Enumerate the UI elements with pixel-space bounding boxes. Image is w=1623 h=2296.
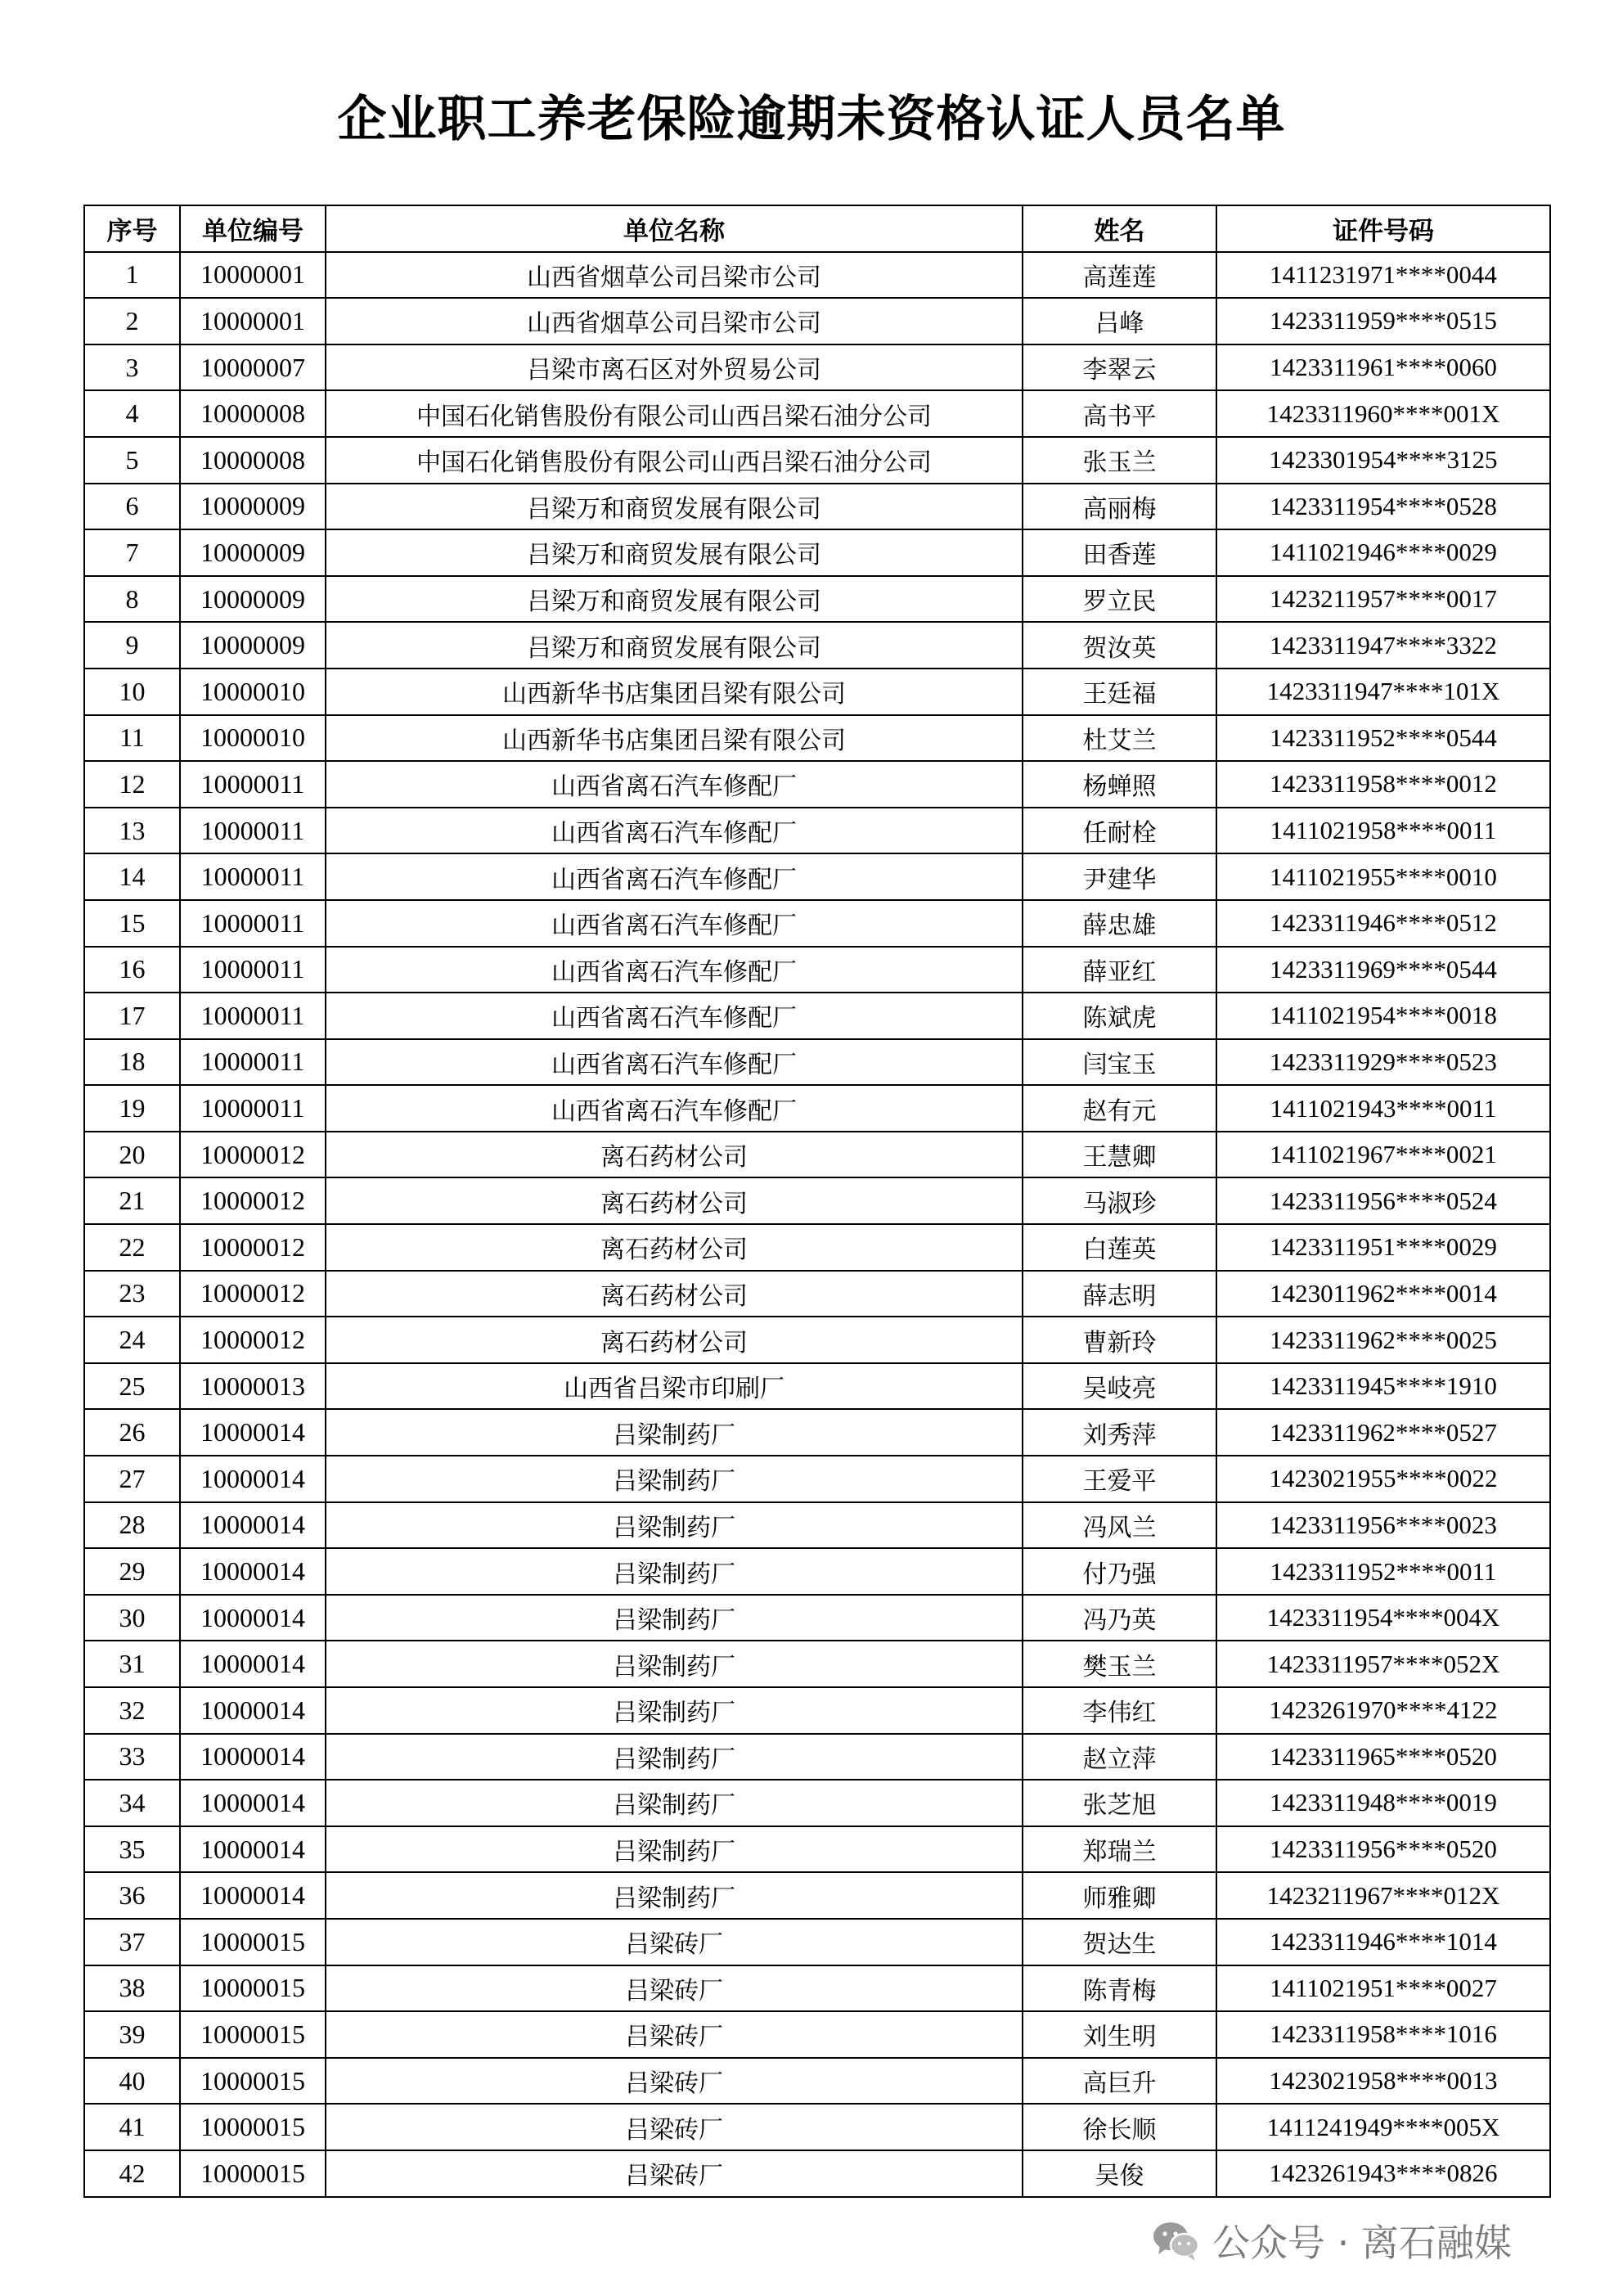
id-number-cell: 1423311954****0528 bbox=[1216, 484, 1550, 530]
unit-code-cell: 10000015 bbox=[180, 2104, 326, 2150]
person-name-cell: 田香莲 bbox=[1023, 529, 1216, 576]
id-number-cell: 1423311965****0520 bbox=[1216, 1734, 1550, 1781]
table-row bbox=[84, 1919, 1550, 1965]
table-row bbox=[84, 1595, 1550, 1641]
seq-cell: 20 bbox=[84, 1132, 180, 1178]
table-row bbox=[84, 808, 1550, 854]
unit-code-cell: 10000011 bbox=[180, 1085, 326, 1132]
person-name-cell: 薛忠雄 bbox=[1023, 900, 1216, 947]
person-name-cell: 付乃强 bbox=[1023, 1548, 1216, 1595]
person-name-cell: 杜艾兰 bbox=[1023, 715, 1216, 762]
seq-cell: 35 bbox=[84, 1826, 180, 1873]
seq-cell: 2 bbox=[84, 298, 180, 344]
unit-code-cell: 10000010 bbox=[180, 715, 326, 762]
person-name-cell: 冯风兰 bbox=[1023, 1502, 1216, 1549]
table-row bbox=[84, 761, 1550, 808]
unit-name-cell: 吕梁制药厂 bbox=[326, 1872, 1023, 1919]
person-name-cell: 赵有元 bbox=[1023, 1085, 1216, 1132]
unit-code-cell: 10000014 bbox=[180, 1456, 326, 1502]
unit-code-cell: 10000014 bbox=[180, 1641, 326, 1687]
seq-cell: 29 bbox=[84, 1548, 180, 1595]
person-name-cell: 尹建华 bbox=[1023, 853, 1216, 900]
unit-code-cell: 10000015 bbox=[180, 2011, 326, 2058]
id-number-cell: 1411241949****005X bbox=[1216, 2104, 1550, 2150]
person-name-cell: 高巨升 bbox=[1023, 2058, 1216, 2105]
table-row bbox=[84, 2011, 1550, 2058]
id-number-cell: 1411021946****0029 bbox=[1216, 529, 1550, 576]
seq-cell: 6 bbox=[84, 484, 180, 530]
table-row bbox=[84, 1271, 1550, 1317]
unit-code-cell: 10000014 bbox=[180, 1734, 326, 1781]
person-name-cell: 杨蝉照 bbox=[1023, 761, 1216, 808]
seq-cell: 14 bbox=[84, 853, 180, 900]
seq-cell: 24 bbox=[84, 1317, 180, 1363]
header-seq: 序号 bbox=[84, 205, 180, 252]
person-name-cell: 白莲英 bbox=[1023, 1224, 1216, 1271]
seq-cell: 38 bbox=[84, 1965, 180, 2012]
seq-cell: 11 bbox=[84, 715, 180, 762]
person-name-cell: 赵立萍 bbox=[1023, 1734, 1216, 1781]
id-number-cell: 1423311962****0025 bbox=[1216, 1317, 1550, 1363]
unit-code-cell: 10000014 bbox=[180, 1687, 326, 1734]
person-name-cell: 吕峰 bbox=[1023, 298, 1216, 344]
person-name-cell: 樊玉兰 bbox=[1023, 1641, 1216, 1687]
seq-cell: 23 bbox=[84, 1271, 180, 1317]
table-row bbox=[84, 1409, 1550, 1456]
unit-code-cell: 10000009 bbox=[180, 529, 326, 576]
person-name-cell: 贺汝英 bbox=[1023, 622, 1216, 669]
table-row bbox=[84, 715, 1550, 762]
unit-code-cell: 10000015 bbox=[180, 1919, 326, 1965]
unit-name-cell: 离石药材公司 bbox=[326, 1132, 1023, 1178]
table-row bbox=[84, 669, 1550, 715]
roster-table bbox=[83, 205, 1551, 2198]
header-unit-name: 单位名称 bbox=[326, 205, 1023, 252]
person-name-cell: 张芝旭 bbox=[1023, 1780, 1216, 1826]
id-number-cell: 1423311956****0023 bbox=[1216, 1502, 1550, 1549]
id-number-cell: 1423311956****0524 bbox=[1216, 1177, 1550, 1224]
person-name-cell: 刘生明 bbox=[1023, 2011, 1216, 2058]
unit-name-cell: 吕梁制药厂 bbox=[326, 1780, 1023, 1826]
table-row bbox=[84, 947, 1550, 993]
unit-name-cell: 吕梁万和商贸发展有限公司 bbox=[326, 576, 1023, 623]
id-number-cell: 1423311959****0515 bbox=[1216, 298, 1550, 344]
id-number-cell: 1411021954****0018 bbox=[1216, 993, 1550, 1039]
seq-cell: 21 bbox=[84, 1177, 180, 1224]
seq-cell: 33 bbox=[84, 1734, 180, 1781]
person-name-cell: 王慧卿 bbox=[1023, 1132, 1216, 1178]
table-row bbox=[84, 1132, 1550, 1178]
person-name-cell: 李伟红 bbox=[1023, 1687, 1216, 1734]
person-name-cell: 罗立民 bbox=[1023, 576, 1216, 623]
id-number-cell: 1423311929****0523 bbox=[1216, 1039, 1550, 1086]
unit-code-cell: 10000009 bbox=[180, 622, 326, 669]
unit-name-cell: 山西新华书店集团吕梁有限公司 bbox=[326, 669, 1023, 715]
id-number-cell: 1423311958****1016 bbox=[1216, 2011, 1550, 2058]
seq-cell: 36 bbox=[84, 1872, 180, 1919]
unit-name-cell: 中国石化销售股份有限公司山西吕梁石油分公司 bbox=[326, 437, 1023, 484]
id-number-cell: 1423311954****004X bbox=[1216, 1595, 1550, 1641]
id-number-cell: 1423301954****3125 bbox=[1216, 437, 1550, 484]
unit-code-cell: 10000011 bbox=[180, 1039, 326, 1086]
id-number-cell: 1423311947****101X bbox=[1216, 669, 1550, 715]
unit-code-cell: 10000010 bbox=[180, 669, 326, 715]
person-name-cell: 郑瑞兰 bbox=[1023, 1826, 1216, 1873]
seq-cell: 8 bbox=[84, 576, 180, 623]
unit-name-cell: 吕梁砖厂 bbox=[326, 2011, 1023, 2058]
unit-code-cell: 10000007 bbox=[180, 344, 326, 391]
unit-name-cell: 吕梁制药厂 bbox=[326, 1595, 1023, 1641]
table-row bbox=[84, 1780, 1550, 1826]
seq-cell: 13 bbox=[84, 808, 180, 854]
id-number-cell: 1423311945****1910 bbox=[1216, 1363, 1550, 1410]
id-number-cell: 1423261943****0826 bbox=[1216, 2150, 1550, 2197]
unit-code-cell: 10000014 bbox=[180, 1826, 326, 1873]
seq-cell: 1 bbox=[84, 252, 180, 299]
seq-cell: 40 bbox=[84, 2058, 180, 2105]
table-row bbox=[84, 2058, 1550, 2105]
id-number-cell: 1423261970****4122 bbox=[1216, 1687, 1550, 1734]
seq-cell: 9 bbox=[84, 622, 180, 669]
unit-code-cell: 10000015 bbox=[180, 2058, 326, 2105]
seq-cell: 15 bbox=[84, 900, 180, 947]
table-row bbox=[84, 1039, 1550, 1086]
person-name-cell: 陈青梅 bbox=[1023, 1965, 1216, 2012]
id-number-cell: 1423311961****0060 bbox=[1216, 344, 1550, 391]
unit-name-cell: 山西省烟草公司吕梁市公司 bbox=[326, 298, 1023, 344]
unit-code-cell: 10000014 bbox=[180, 1780, 326, 1826]
person-name-cell: 贺达生 bbox=[1023, 1919, 1216, 1965]
table-row bbox=[84, 1687, 1550, 1734]
person-name-cell: 闫宝玉 bbox=[1023, 1039, 1216, 1086]
header-id-number: 证件号码 bbox=[1216, 205, 1550, 252]
unit-code-cell: 10000011 bbox=[180, 947, 326, 993]
unit-name-cell: 山西省离石汽车修配厂 bbox=[326, 900, 1023, 947]
seq-cell: 3 bbox=[84, 344, 180, 391]
table-row bbox=[84, 390, 1550, 437]
seq-cell: 7 bbox=[84, 529, 180, 576]
seq-cell: 27 bbox=[84, 1456, 180, 1502]
seq-cell: 37 bbox=[84, 1919, 180, 1965]
page-title: 企业职工养老保险逾期未资格认证人员名单 bbox=[337, 91, 1286, 148]
table-row bbox=[84, 1363, 1550, 1410]
table-row bbox=[84, 298, 1550, 344]
unit-name-cell: 吕梁万和商贸发展有限公司 bbox=[326, 622, 1023, 669]
seq-cell: 30 bbox=[84, 1595, 180, 1641]
unit-name-cell: 吕梁砖厂 bbox=[326, 2150, 1023, 2197]
person-name-cell: 王爱平 bbox=[1023, 1456, 1216, 1502]
unit-name-cell: 离石药材公司 bbox=[326, 1224, 1023, 1271]
unit-code-cell: 10000012 bbox=[180, 1224, 326, 1271]
unit-name-cell: 离石药材公司 bbox=[326, 1177, 1023, 1224]
person-name-cell: 徐长顺 bbox=[1023, 2104, 1216, 2150]
table-row bbox=[84, 1502, 1550, 1549]
unit-code-cell: 10000008 bbox=[180, 437, 326, 484]
table-row bbox=[84, 437, 1550, 484]
unit-name-cell: 山西省离石汽车修配厂 bbox=[326, 808, 1023, 854]
seq-cell: 42 bbox=[84, 2150, 180, 2197]
seq-cell: 31 bbox=[84, 1641, 180, 1687]
id-number-cell: 1423011962****0014 bbox=[1216, 1271, 1550, 1317]
unit-name-cell: 吕梁制药厂 bbox=[326, 1502, 1023, 1549]
header-person-name: 姓名 bbox=[1023, 205, 1216, 252]
id-number-cell: 1411021958****0011 bbox=[1216, 808, 1550, 854]
unit-code-cell: 10000011 bbox=[180, 993, 326, 1039]
seq-cell: 28 bbox=[84, 1502, 180, 1549]
id-number-cell: 1423311958****0012 bbox=[1216, 761, 1550, 808]
unit-code-cell: 10000012 bbox=[180, 1177, 326, 1224]
person-name-cell: 冯乃英 bbox=[1023, 1595, 1216, 1641]
unit-name-cell: 吕梁制药厂 bbox=[326, 1734, 1023, 1781]
unit-code-cell: 10000015 bbox=[180, 2150, 326, 2197]
unit-name-cell: 山西省离石汽车修配厂 bbox=[326, 993, 1023, 1039]
unit-code-cell: 10000011 bbox=[180, 761, 326, 808]
seq-cell: 26 bbox=[84, 1409, 180, 1456]
id-number-cell: 1423311960****001X bbox=[1216, 390, 1550, 437]
id-number-cell: 1423311956****0520 bbox=[1216, 1826, 1550, 1873]
unit-name-cell: 山西省离石汽车修配厂 bbox=[326, 1039, 1023, 1086]
id-number-cell: 1423311947****3322 bbox=[1216, 622, 1550, 669]
watermark bbox=[1152, 2208, 1512, 2273]
seq-cell: 19 bbox=[84, 1085, 180, 1132]
person-name-cell: 任耐栓 bbox=[1023, 808, 1216, 854]
person-name-cell: 李翠云 bbox=[1023, 344, 1216, 391]
id-number-cell: 1411021967****0021 bbox=[1216, 1132, 1550, 1178]
person-name-cell: 马淑珍 bbox=[1023, 1177, 1216, 1224]
seq-cell: 22 bbox=[84, 1224, 180, 1271]
person-name-cell: 薛志明 bbox=[1023, 1271, 1216, 1317]
table-row bbox=[84, 853, 1550, 900]
id-number-cell: 1423311946****0512 bbox=[1216, 900, 1550, 947]
table-row bbox=[84, 576, 1550, 623]
seq-cell: 5 bbox=[84, 437, 180, 484]
unit-code-cell: 10000014 bbox=[180, 1548, 326, 1595]
seq-cell: 25 bbox=[84, 1363, 180, 1410]
id-number-cell: 1423311952****0544 bbox=[1216, 715, 1550, 762]
table-row bbox=[84, 993, 1550, 1039]
unit-name-cell: 山西省离石汽车修配厂 bbox=[326, 1085, 1023, 1132]
id-number-cell: 1423311969****0544 bbox=[1216, 947, 1550, 993]
table-row bbox=[84, 1085, 1550, 1132]
id-number-cell: 1411021951****0027 bbox=[1216, 1965, 1550, 2012]
person-name-cell: 吴岐亮 bbox=[1023, 1363, 1216, 1410]
unit-name-cell: 山西省烟草公司吕梁市公司 bbox=[326, 252, 1023, 299]
seq-cell: 34 bbox=[84, 1780, 180, 1826]
table-row bbox=[84, 529, 1550, 576]
table-header-row bbox=[84, 205, 1550, 252]
person-name-cell: 高丽梅 bbox=[1023, 484, 1216, 530]
table-row bbox=[84, 1317, 1550, 1363]
table-row bbox=[84, 1177, 1550, 1224]
unit-name-cell: 山西省离石汽车修配厂 bbox=[326, 761, 1023, 808]
person-name-cell: 吴俊 bbox=[1023, 2150, 1216, 2197]
unit-name-cell: 山西新华书店集团吕梁有限公司 bbox=[326, 715, 1023, 762]
unit-code-cell: 10000013 bbox=[180, 1363, 326, 1410]
table-row bbox=[84, 1641, 1550, 1687]
table-row bbox=[84, 900, 1550, 947]
id-number-cell: 1423211967****012X bbox=[1216, 1872, 1550, 1919]
seq-cell: 10 bbox=[84, 669, 180, 715]
seq-cell: 4 bbox=[84, 390, 180, 437]
unit-name-cell: 吕梁制药厂 bbox=[326, 1548, 1023, 1595]
unit-name-cell: 吕梁制药厂 bbox=[326, 1641, 1023, 1687]
unit-name-cell: 离石药材公司 bbox=[326, 1317, 1023, 1363]
person-name-cell: 高莲莲 bbox=[1023, 252, 1216, 299]
id-number-cell: 1411021943****0011 bbox=[1216, 1085, 1550, 1132]
unit-name-cell: 吕梁制药厂 bbox=[326, 1687, 1023, 1734]
person-name-cell: 师雅卿 bbox=[1023, 1872, 1216, 1919]
person-name-cell: 薛亚红 bbox=[1023, 947, 1216, 993]
id-number-cell: 1423311946****1014 bbox=[1216, 1919, 1550, 1965]
unit-code-cell: 10000011 bbox=[180, 808, 326, 854]
person-name-cell: 刘秀萍 bbox=[1023, 1409, 1216, 1456]
unit-name-cell: 吕梁砖厂 bbox=[326, 2058, 1023, 2105]
seq-cell: 18 bbox=[84, 1039, 180, 1086]
unit-name-cell: 吕梁制药厂 bbox=[326, 1409, 1023, 1456]
person-name-cell: 王廷福 bbox=[1023, 669, 1216, 715]
unit-name-cell: 离石药材公司 bbox=[326, 1271, 1023, 1317]
table-row bbox=[84, 484, 1550, 530]
id-number-cell: 1423021955****0022 bbox=[1216, 1456, 1550, 1502]
unit-code-cell: 10000012 bbox=[180, 1317, 326, 1363]
id-number-cell: 1423311951****0029 bbox=[1216, 1224, 1550, 1271]
unit-name-cell: 吕梁万和商贸发展有限公司 bbox=[326, 529, 1023, 576]
unit-code-cell: 10000014 bbox=[180, 1409, 326, 1456]
person-name-cell: 陈斌虎 bbox=[1023, 993, 1216, 1039]
unit-name-cell: 吕梁砖厂 bbox=[326, 2104, 1023, 2150]
wechat-icon bbox=[1152, 2218, 1201, 2262]
table-row bbox=[84, 2150, 1550, 2197]
table-row bbox=[84, 2104, 1550, 2150]
person-name-cell: 曹新玲 bbox=[1023, 1317, 1216, 1363]
unit-code-cell: 10000015 bbox=[180, 1965, 326, 2012]
unit-name-cell: 中国石化销售股份有限公司山西吕梁石油分公司 bbox=[326, 390, 1023, 437]
watermark-text: 公众号 · 离石融媒 bbox=[1212, 2221, 1512, 2265]
table-row bbox=[84, 252, 1550, 299]
unit-name-cell: 吕梁制药厂 bbox=[326, 1456, 1023, 1502]
seq-cell: 16 bbox=[84, 947, 180, 993]
unit-code-cell: 10000001 bbox=[180, 252, 326, 299]
id-number-cell: 1423311962****0527 bbox=[1216, 1409, 1550, 1456]
table-row bbox=[84, 1224, 1550, 1271]
unit-code-cell: 10000014 bbox=[180, 1872, 326, 1919]
person-name-cell: 张玉兰 bbox=[1023, 437, 1216, 484]
seq-cell: 12 bbox=[84, 761, 180, 808]
unit-code-cell: 10000009 bbox=[180, 484, 326, 530]
unit-code-cell: 10000001 bbox=[180, 298, 326, 344]
unit-code-cell: 10000012 bbox=[180, 1132, 326, 1178]
unit-code-cell: 10000008 bbox=[180, 390, 326, 437]
unit-code-cell: 10000014 bbox=[180, 1502, 326, 1549]
seq-cell: 41 bbox=[84, 2104, 180, 2150]
table-row bbox=[84, 1456, 1550, 1502]
table-row bbox=[84, 1965, 1550, 2012]
id-number-cell: 1423211957****0017 bbox=[1216, 576, 1550, 623]
unit-name-cell: 吕梁市离石区对外贸易公司 bbox=[326, 344, 1023, 391]
header-unit-code: 单位编号 bbox=[180, 205, 326, 252]
unit-code-cell: 10000012 bbox=[180, 1271, 326, 1317]
unit-name-cell: 山西省离石汽车修配厂 bbox=[326, 853, 1023, 900]
table-row bbox=[84, 1548, 1550, 1595]
unit-code-cell: 10000009 bbox=[180, 576, 326, 623]
seq-cell: 39 bbox=[84, 2011, 180, 2058]
table-row bbox=[84, 622, 1550, 669]
id-number-cell: 1423021958****0013 bbox=[1216, 2058, 1550, 2105]
table-body bbox=[84, 252, 1550, 2197]
unit-code-cell: 10000011 bbox=[180, 900, 326, 947]
table-row bbox=[84, 1826, 1550, 1873]
unit-code-cell: 10000011 bbox=[180, 853, 326, 900]
person-name-cell: 高书平 bbox=[1023, 390, 1216, 437]
id-number-cell: 1411021955****0010 bbox=[1216, 853, 1550, 900]
unit-name-cell: 吕梁砖厂 bbox=[326, 1965, 1023, 2012]
unit-name-cell: 吕梁制药厂 bbox=[326, 1826, 1023, 1873]
unit-name-cell: 山西省吕梁市印刷厂 bbox=[326, 1363, 1023, 1410]
seq-cell: 17 bbox=[84, 993, 180, 1039]
unit-code-cell: 10000014 bbox=[180, 1595, 326, 1641]
unit-name-cell: 吕梁万和商贸发展有限公司 bbox=[326, 484, 1023, 530]
id-number-cell: 1411231971****0044 bbox=[1216, 252, 1550, 299]
table-row bbox=[84, 344, 1550, 391]
seq-cell: 32 bbox=[84, 1687, 180, 1734]
id-number-cell: 1423311948****0019 bbox=[1216, 1780, 1550, 1826]
id-number-cell: 1423311957****052X bbox=[1216, 1641, 1550, 1687]
table-row bbox=[84, 1872, 1550, 1919]
id-number-cell: 1423311952****0011 bbox=[1216, 1548, 1550, 1595]
unit-name-cell: 山西省离石汽车修配厂 bbox=[326, 947, 1023, 993]
unit-name-cell: 吕梁砖厂 bbox=[326, 1919, 1023, 1965]
table-row bbox=[84, 1734, 1550, 1781]
